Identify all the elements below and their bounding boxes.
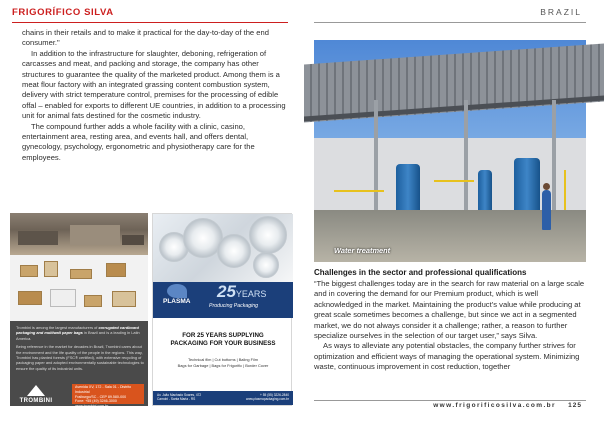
- plasma-brand: PLASMA: [163, 298, 191, 305]
- paragraph: In addition to the infrastructure for slaughter, deboning, refrigeration of carcasses and meat, and packing and storage, the company has other structures to guarantee the quality of the marketed product. Among them is a meat flour factory with an integrated grassing content combustion system, delivery with strict temperature control, premises for the processing of edible offal – enabled for exports to different UE countries, in addition to a processing unit for animal fats destined for the cosmetic industry.: [22, 48, 286, 121]
- triangle-logo-icon: [27, 385, 45, 396]
- page-number: 125: [568, 402, 582, 409]
- section-heading: Challenges in the sector and professional qualifications: [314, 268, 527, 277]
- footer-divider: [314, 400, 586, 401]
- plasma-banner: [153, 282, 293, 318]
- anniversary-badge: 25YEARS: [217, 282, 267, 301]
- paragraph: chains in their retails and to make it practical for the day-to-day of the end consumer.": [22, 28, 269, 48]
- photo-caption: Water treatment: [334, 246, 391, 255]
- trombini-description: Trombini is among the largest manufacturers of corrugated cardboard packaging and multiwall paper bags in Brazil and is a leading in Latin America. Being reference in the market for decades in Brazil, Trombini cares about the environment and the life quality of the people in the regions. This way, Trombini has planted forests (FSC® certified), with extensive recycling of packaging paper and adopted environmentally sustainable technologies to ensure the quality of its industrial units.: [16, 325, 144, 371]
- plasma-headline: FOR 25 YEARS SUPPLYING PACKAGING FOR YOUR BUSINESS: [170, 332, 276, 347]
- right-article-column: [314, 268, 586, 373]
- trombini-contact: Avenida XV, 172 - Sala 01 - Distrito Industrial Fraiburgo/SC - CEP 89.580-000 Fone: +55 (49) 3246-3000 www.trombini.com.br: [72, 384, 144, 404]
- paragraph: The compound further adds a whole facility with a clinic, casino, entertainment area, resting area, and events hall, and offers dental, gynecology, psychology, ergonometric and physiotherapy care for the employees.: [22, 121, 255, 162]
- cardboard-boxes-image: [10, 255, 148, 321]
- film-rolls-image: [153, 214, 293, 282]
- trombini-advertisement: [10, 213, 148, 409]
- left-article-column: [22, 28, 286, 163]
- plasma-tagline: Producing Packaging: [209, 303, 259, 309]
- country-label: BRAZIL: [540, 7, 582, 17]
- trombini-logo: TROMBINI: [16, 385, 56, 404]
- water-treatment-photo: [314, 40, 586, 262]
- footer-url: www.frigorificosilva.com.br: [433, 402, 556, 409]
- paragraph: As ways to alleviate any potential obstacles, the company further strives for optimization and efficient ways of managing the operational system. Minimizing waste, continuous improvement in cost reduction, together: [314, 341, 580, 372]
- plasma-logo-icon: [167, 284, 187, 298]
- header-left: [12, 9, 288, 23]
- plasma-advertisement: [152, 213, 292, 406]
- plasma-footer: Av. João Machado Soares, 472 Camobi - Santa Maria - RS + 55 (55) 3226-2840 www.plasmapackaging.com.br: [153, 391, 293, 405]
- plasma-product-list: Technical film | Cut bottoms | Baling Film Bags for Garbage | Bags for Frigorific | Border Cover: [177, 357, 269, 368]
- header-right: [314, 9, 586, 23]
- factory-photo: [10, 213, 148, 255]
- paragraph: “The biggest challenges today are in the search for raw material on a large scale and in covering the demand for our Premium product, which is well acknowledged in the market. Maintaining the product’s value while producing at great scale sometimes becomes a challenge, but since we act in a segmented market, we do not always consider it a challenge; rather, a reason to further specialize ourselves in the selection of our target user,” says Silva.: [314, 279, 585, 341]
- brand-title: FRIGORÍFICO SILVA: [12, 7, 114, 18]
- worker-figure: [542, 190, 551, 230]
